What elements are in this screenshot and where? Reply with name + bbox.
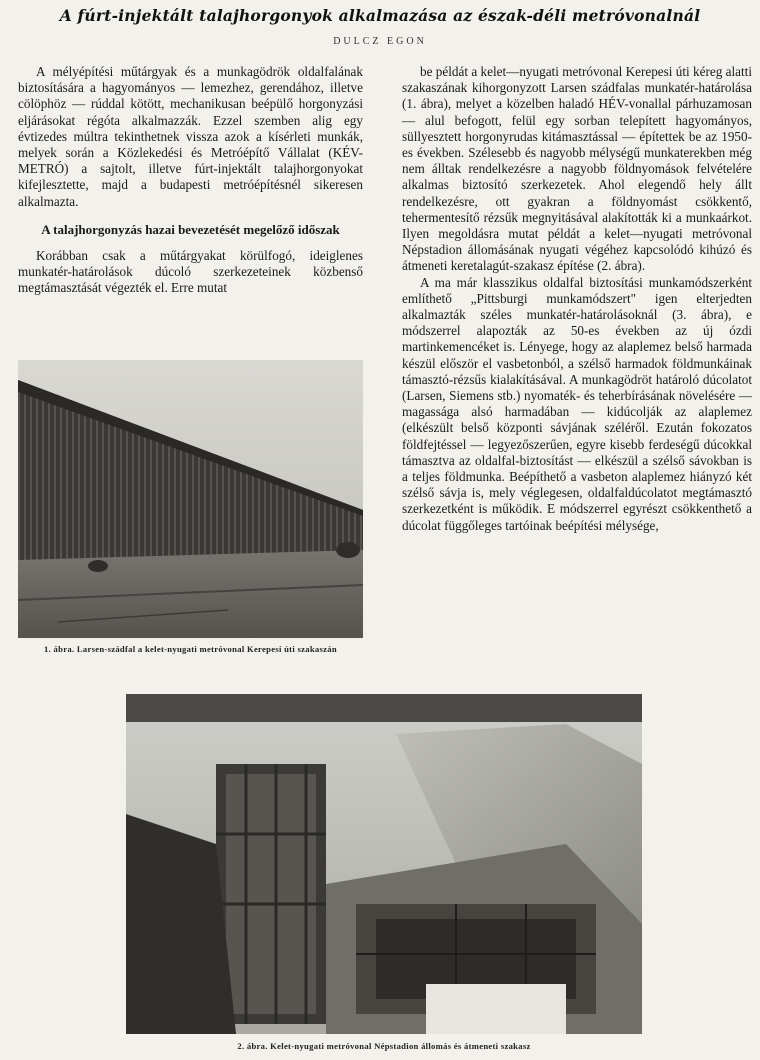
right-column [402,64,752,534]
figure-1-caption: 1. ábra. Larsen-szádfal a kelet-nyugati metróvonal Kerepesi úti szakaszán [44,644,337,654]
paragraph: A ma már klasszikus oldalfal biztosítási munkamódszerként említhető „Pittsburgi munkamódszert" igen elterjedten alkalmazták széles munkatér-határolásoknál (3. ábra), e módszerrel alapozták az 50-es években az új ózdi martinkemencéket is. Lényege, hogy az alaplemez belső harmada készül először el vasbetonból, a szélső harmadok földmunkáinak támasztó-rézsűs kialakításával. A munkagödröt határoló dúcolatot (Larsen, Siemens stb.) nyomaték- és teherbírásának növelésére — magassága alsó harmadában — kidúcolják az alaplemez (elkészült belső központi sávjának széléről. Ezután fokozatos földfejtéssel — legyezőszerűen, egyre kisebb ferdeségű dúcokkal támasztva az oldalfal-biztosítást — elkészül a szélső sávokban is a teljes földmunka. Beépíthető a vasbeton alaplemez hiányzó két szélső sávja is, mely véglegesen, oldalfaldúcolatot megtámasztó szerkezetként is működik. E módszerrel egyrészt csökkenthető a dúcolat függőleges tartóinak beépítési mélysége, [402,274,752,533]
construction-site-image [126,694,642,1034]
figure-2-photo [126,694,642,1034]
section-subheading: A talajhorgonyzás hazai bevezetését megelőző időszak [41,221,340,237]
paragraph: be példát a kelet—nyugati metróvonal Kerepesi úti kéreg alatti szakaszának kihorgonyzott Larsen szádfalas munkatér-határolása (1. ábra), melyet a közelben haladó HÉV-vonallal párhuzamosan — alul befogott, felül egy sorban telepített hagyományos, süllyesztett horgonyrudas kitámasztással — építettek be az 1950-es években. Szélesebb és nagyobb mélységű munkaterekben még nem álltak rendelkezésre a nagyobb földnyomások felvételére alkalmas biztosító szerkezetek. Ahol elegendő hely állt rendelkezésre, ott gyakran a földnyomást csökkentő, tehermentesítő rézsűk megnyitásával alakították ki a munkaárkot. Ilyen megoldásra mutat példát a kelet—nyugati metróvonal Népstadion állomásának nyugati végéhez kapcsolódó kihúzó és átmeneti keretalagút-szakasz építése (2. ábra). [402,64,752,274]
sheet-pile-wall-image [18,360,363,638]
figure-1-photo [18,360,363,638]
figure-2-caption: 2. ábra. Kelet-nyugati metróvonal Népstadion állomás és átmeneti szakasz [237,1041,531,1051]
left-column [18,64,363,296]
paragraph: Korábban csak a műtárgyakat körülfogó, ideiglenes munkatér-határolások dúcoló szerkezeteinek közbenső megtámasztását végezték el. Erre mutat [18,247,363,296]
paragraph: A mélyépítési műtárgyak és a munkagödrök oldalfalának biztosítására a hagyományos — lemezhez, gerendához, illetve cölöphöz — rúddal kötött, mechanikusan beépülő horgonyzási eljárásokat régóta alkalmazzák. Ezzel szemben alig egy évtizedes múltra tekinthetnek vissza azok a kísérleti munkák, melyek során a Közlekedési és Metróépítő Vállalat (KÉV-METRÓ) a sajtolt, illetve fúrt-injektált talajhorgonyokat kifejlesztette, majd a budapesti metróépítésnél sikeresen alkalmazta. [18,64,363,209]
article-title: A fúrt-injektált talajhorgonyok alkalmazása az észak-déli metróvonalnál [59,6,701,25]
article-author: DULCZ EGON [333,36,427,47]
